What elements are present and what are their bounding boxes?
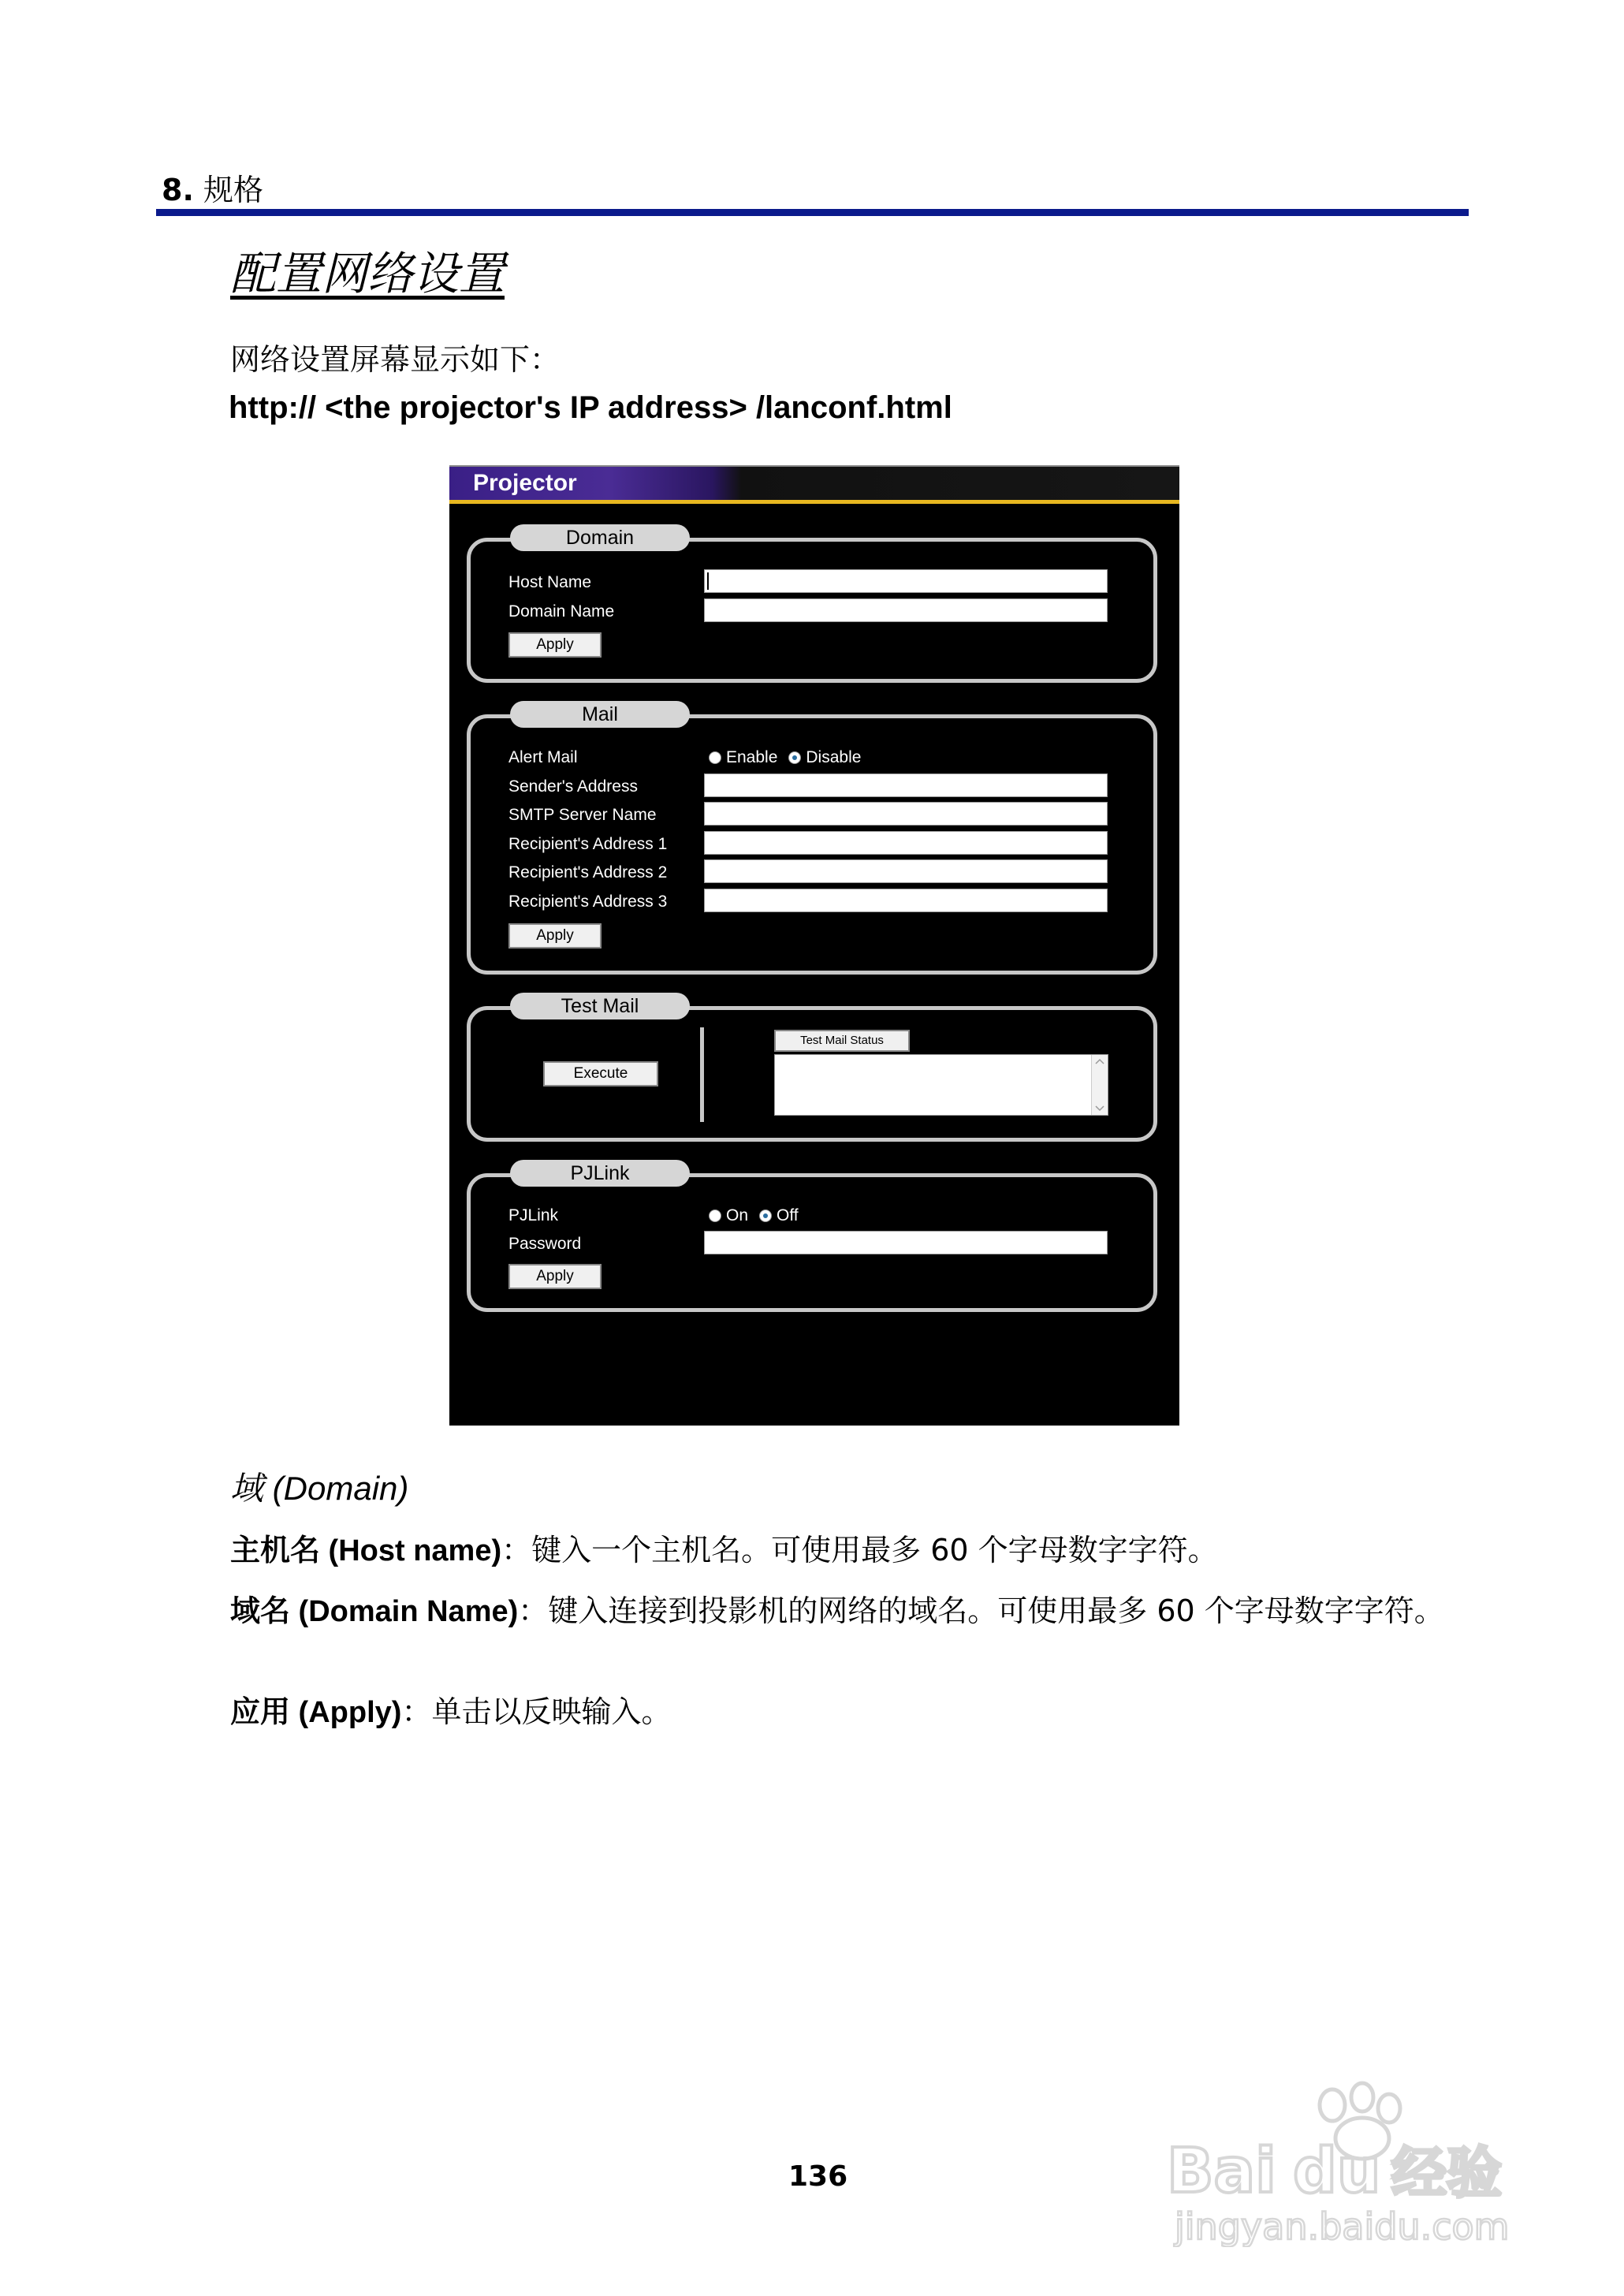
- scroll-up-icon[interactable]: [1095, 1058, 1104, 1064]
- svg-text:Bai: Bai: [1167, 2136, 1276, 2207]
- off-radio[interactable]: [759, 1210, 772, 1222]
- network-settings-screenshot: [449, 465, 1179, 1426]
- smtp-server-field[interactable]: [704, 802, 1108, 826]
- senders-address-field[interactable]: [704, 773, 1108, 797]
- titlebar-accent-line: [449, 500, 1179, 504]
- description-text: ：键入一个主机名。可使用最多 60 个字母数字字符。: [501, 1533, 1218, 1567]
- recipient2-label: Recipient's Address 2: [508, 863, 668, 882]
- description-apply: [230, 1691, 1468, 1733]
- description-term: 主机名 (Host name): [230, 1534, 502, 1567]
- header-rule: [156, 209, 1469, 216]
- svg-text:jingyan.baidu.com: jingyan.baidu.com: [1175, 2205, 1510, 2247]
- disable-radio[interactable]: [788, 751, 801, 764]
- domain-name-field[interactable]: [704, 598, 1108, 622]
- enable-radio[interactable]: [709, 751, 721, 764]
- screenshot-titlebar: [449, 465, 1179, 501]
- domain-panel: [467, 527, 1157, 683]
- recipient3-label: Recipient's Address 3: [508, 893, 668, 911]
- recipient1-label: Recipient's Address 1: [508, 835, 668, 853]
- chapter-header: [162, 166, 263, 209]
- alert-mail-label: Alert Mail: [508, 748, 578, 766]
- domain-apply-button[interactable]: Apply: [508, 632, 602, 658]
- pjlink-apply-button[interactable]: Apply: [508, 1264, 602, 1289]
- description-text: ：单击以反映输入。: [401, 1694, 672, 1729]
- description-text: ：键入连接到投影机的网络的域名。可使用最多 60 个字母数字字符。: [518, 1593, 1444, 1628]
- test-mail-panel: [467, 995, 1157, 1142]
- recipient1-field[interactable]: [704, 831, 1108, 855]
- execute-button[interactable]: Execute: [543, 1061, 658, 1086]
- description-term: 应用 (Apply): [230, 1696, 402, 1729]
- domain-heading: 域 (Domain): [230, 1470, 409, 1507]
- pjlink-panel: [467, 1162, 1157, 1312]
- host-name-label: Host Name: [508, 573, 592, 591]
- domain-name-label: Domain Name: [508, 602, 615, 621]
- disable-label: Disable: [806, 748, 862, 766]
- description-host-name: [230, 1530, 1468, 1571]
- chapter-title: 规格: [203, 173, 263, 207]
- pjlink-radio-group: [709, 1206, 799, 1225]
- pjlink-label: PJLink: [508, 1206, 559, 1224]
- baidu-jingyan-watermark: [1159, 2074, 1537, 2247]
- panel-divider: [700, 1027, 704, 1122]
- scroll-down-icon[interactable]: [1095, 1105, 1104, 1112]
- recipient2-field[interactable]: [704, 859, 1108, 883]
- text-caret: [707, 572, 709, 590]
- alert-mail-radio-group: [709, 748, 861, 767]
- chapter-number: 8.: [162, 173, 194, 207]
- section-title: 配置网络设置: [230, 247, 505, 300]
- pjlink-tag: PJLink: [510, 1160, 690, 1187]
- domain-tag: Domain: [510, 524, 690, 551]
- host-name-field[interactable]: [704, 569, 1108, 593]
- off-label: Off: [777, 1206, 799, 1224]
- password-label: Password: [508, 1235, 582, 1253]
- svg-text:du: du: [1293, 2136, 1381, 2207]
- test-mail-tag: Test Mail: [510, 993, 690, 1019]
- recipient3-field[interactable]: [704, 889, 1108, 912]
- description-term: 域名 (Domain Name): [230, 1595, 519, 1628]
- intro-text: 网络设置屏幕显示如下：: [230, 342, 561, 377]
- password-field[interactable]: [704, 1231, 1108, 1254]
- test-mail-status-button[interactable]: Test Mail Status: [774, 1030, 910, 1052]
- lanconf-url: http:// <the projector's IP address> /lanconf.html: [229, 390, 952, 425]
- description-domain-name: [230, 1590, 1468, 1632]
- test-mail-status-textarea[interactable]: [774, 1054, 1108, 1116]
- page-number: 136: [788, 2160, 848, 2193]
- textarea-scrollbar[interactable]: [1091, 1055, 1108, 1115]
- senders-address-label: Sender's Address: [508, 777, 638, 796]
- on-radio[interactable]: [709, 1210, 721, 1222]
- paw-logo-icon: [1159, 2074, 1537, 2247]
- screenshot-title: Projector: [473, 470, 577, 496]
- enable-label: Enable: [726, 748, 778, 766]
- mail-tag: Mail: [510, 701, 690, 728]
- on-label: On: [726, 1206, 749, 1224]
- smtp-server-label: SMTP Server Name: [508, 806, 657, 824]
- mail-apply-button[interactable]: Apply: [508, 923, 602, 949]
- svg-text:经验: 经验: [1391, 2141, 1502, 2205]
- mail-panel: [467, 703, 1157, 975]
